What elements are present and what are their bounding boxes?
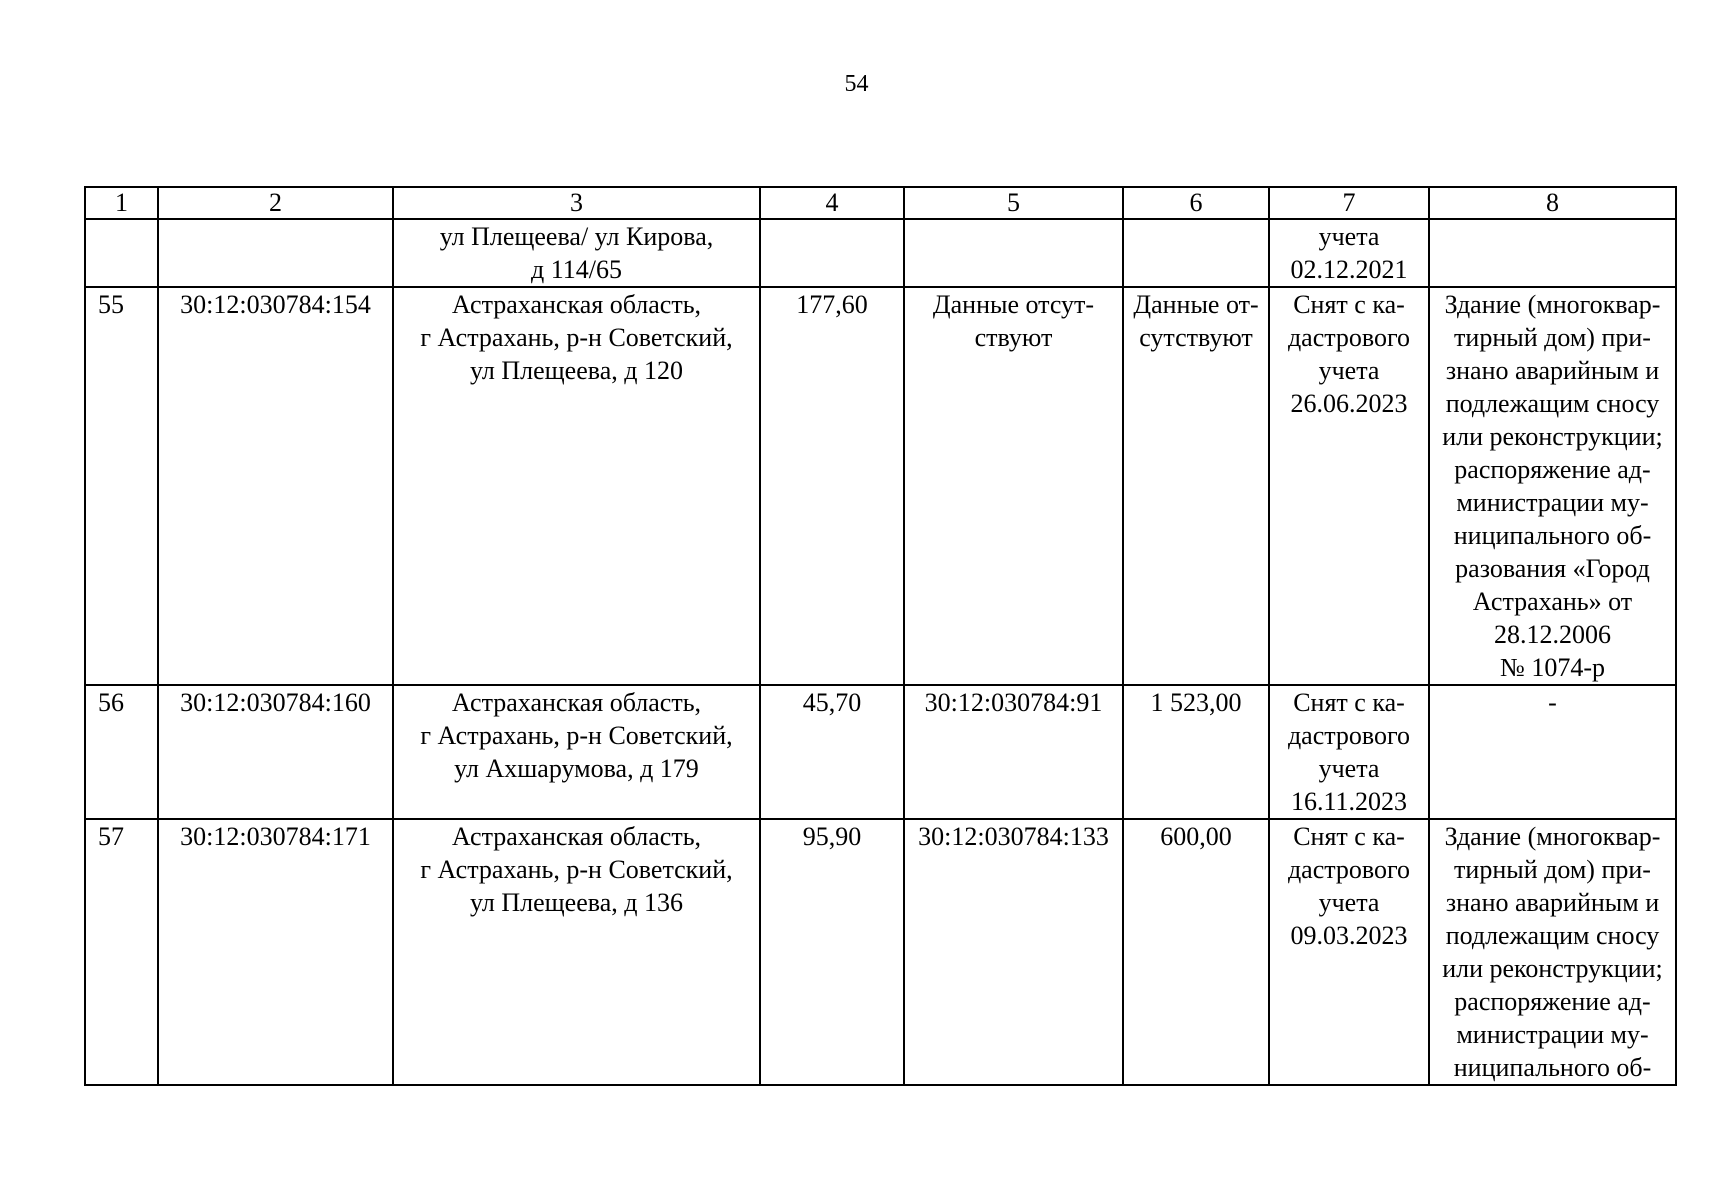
area-cell: 177,60 xyxy=(760,287,904,685)
note-cell: Здание (многоквар- тирный дом) при- знано аварийным и подлежащим сносу или реконструкции; распоряжение ад- министрации му- ниципального об- xyxy=(1429,819,1676,1085)
table-header-row xyxy=(85,187,1676,219)
table-row xyxy=(85,685,1676,819)
land-parcel-cell: 30:12:030784:91 xyxy=(904,685,1123,819)
column-header: 1 xyxy=(85,187,158,219)
column-header: 2 xyxy=(158,187,393,219)
address-cell: Астраханская область, г Астрахань, р-н Советский, ул Плещеева, д 120 xyxy=(393,287,760,685)
table-row xyxy=(85,219,1676,287)
address-cell: ул Плещеева/ ул Кирова, д 114/65 xyxy=(393,219,760,287)
cadastral-number-cell: 30:12:030784:160 xyxy=(158,685,393,819)
column-header: 8 xyxy=(1429,187,1676,219)
land-parcel-cell: Данные отсут- ствуют xyxy=(904,287,1123,685)
area-cell xyxy=(760,219,904,287)
note-cell xyxy=(1429,219,1676,287)
address-cell: Астраханская область, г Астрахань, р-н Советский, ул Плещеева, д 136 xyxy=(393,819,760,1085)
land-parcel-cell xyxy=(904,219,1123,287)
status-cell: учета 02.12.2021 xyxy=(1269,219,1429,287)
column-header: 4 xyxy=(760,187,904,219)
cadastral-number-cell: 30:12:030784:154 xyxy=(158,287,393,685)
column-header: 7 xyxy=(1269,187,1429,219)
table-row xyxy=(85,819,1676,1085)
cadastral-number-cell: 30:12:030784:171 xyxy=(158,819,393,1085)
status-cell: Снят с ка- дастрового учета 26.06.2023 xyxy=(1269,287,1429,685)
status-cell: Снят с ка- дастрового учета 16.11.2023 xyxy=(1269,685,1429,819)
land-area-cell: Данные от- сутствуют xyxy=(1123,287,1269,685)
column-header: 5 xyxy=(904,187,1123,219)
table-row xyxy=(85,287,1676,685)
column-header: 3 xyxy=(393,187,760,219)
status-cell: Снят с ка- дастрового учета 09.03.2023 xyxy=(1269,819,1429,1085)
land-parcel-cell: 30:12:030784:133 xyxy=(904,819,1123,1085)
land-area-cell: 1 523,00 xyxy=(1123,685,1269,819)
note-cell: Здание (многоквар- тирный дом) при- знано аварийным и подлежащим сносу или реконструкции; распоряжение ад- министрации му- ниципального об- разования «Город Астрахань» от 28.12.2006 № 1074-р xyxy=(1429,287,1676,685)
row-number-cell: 57 xyxy=(85,819,158,1085)
row-number-cell: 56 xyxy=(85,685,158,819)
column-header: 6 xyxy=(1123,187,1269,219)
page-number: 54 xyxy=(844,71,869,97)
address-cell: Астраханская область, г Астрахань, р-н Советский, ул Ахшарумова, д 179 xyxy=(393,685,760,819)
area-cell: 95,90 xyxy=(760,819,904,1085)
cadastral-number-cell xyxy=(158,219,393,287)
note-cell: - xyxy=(1429,685,1676,819)
row-number-cell xyxy=(85,219,158,287)
area-cell: 45,70 xyxy=(760,685,904,819)
registry-table xyxy=(84,186,1677,1086)
land-area-cell xyxy=(1123,219,1269,287)
land-area-cell: 600,00 xyxy=(1123,819,1269,1085)
row-number-cell: 55 xyxy=(85,287,158,685)
